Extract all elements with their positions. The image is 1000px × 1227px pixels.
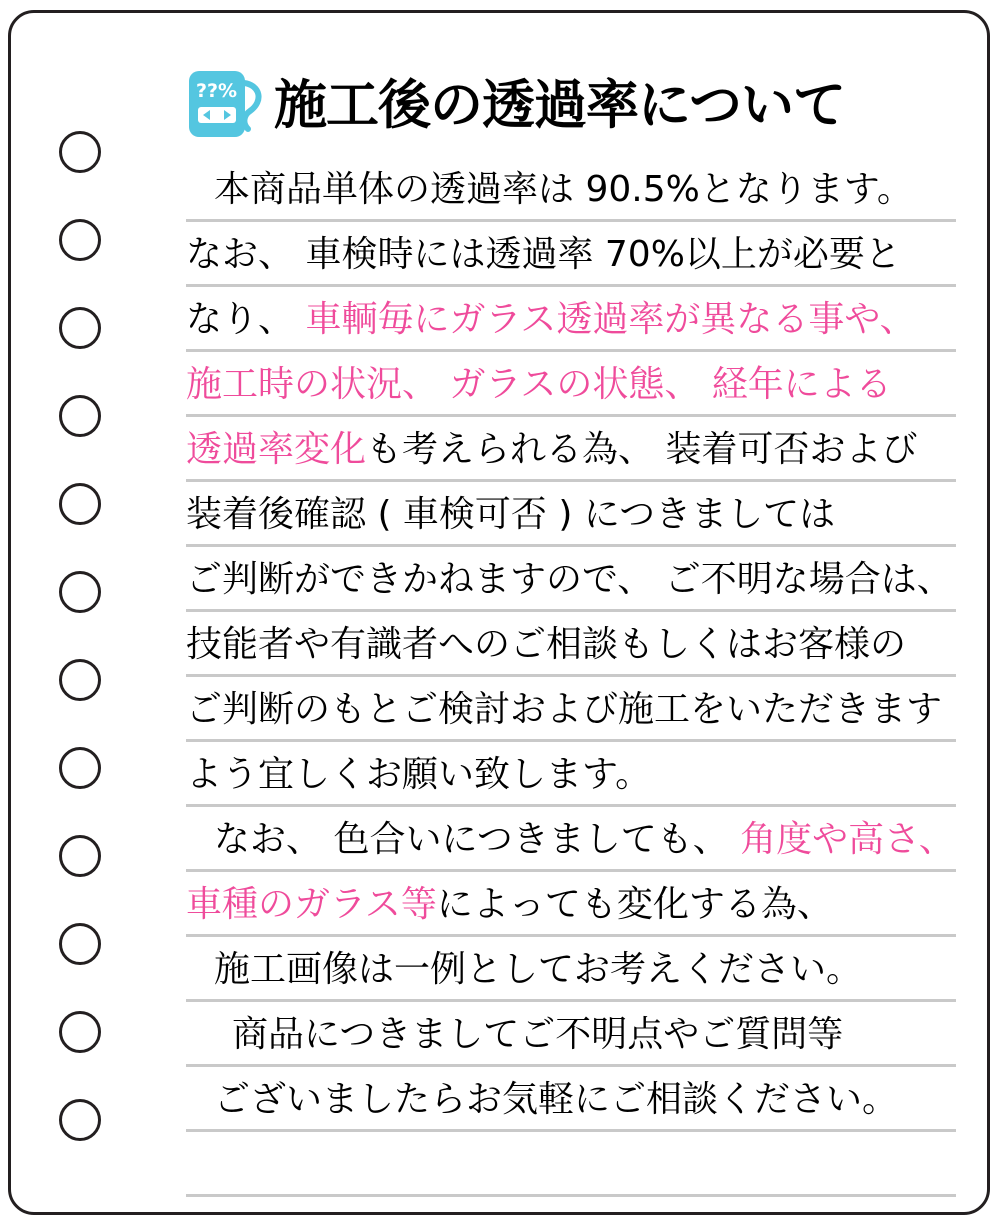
text-line xyxy=(186,1002,956,1067)
punch-hole xyxy=(59,747,101,789)
punch-hole xyxy=(59,307,101,349)
line-text xyxy=(186,421,917,472)
line-text xyxy=(214,1071,898,1122)
punch-hole xyxy=(59,1011,101,1053)
punch-hole xyxy=(59,483,101,525)
line-text xyxy=(232,1006,843,1057)
punch-hole xyxy=(59,923,101,965)
text-line xyxy=(186,872,956,937)
text-line xyxy=(186,742,956,807)
ruled-text-body xyxy=(186,157,956,1197)
line-text xyxy=(186,486,835,537)
text-line xyxy=(186,482,956,547)
punch-hole xyxy=(59,395,101,437)
highlight-text: 車種のガラス等 xyxy=(186,884,437,925)
body-text: 技能者や有識者へのご相談もしくはお客様の xyxy=(186,624,907,665)
body-text: なお、 色合いにつきましても、 xyxy=(214,819,741,860)
highlight-text: 施工時の状況、 ガラスの状態、 経年による xyxy=(186,364,892,405)
line-text xyxy=(186,356,892,407)
body-text: も考えられる為、 装着可否および xyxy=(366,429,918,470)
body-text: によっても変化する為、 xyxy=(436,884,833,925)
page-title: 施工後の透過率について xyxy=(274,74,845,136)
body-text: なお、 車検時には透過率 70%以上が必要と xyxy=(186,234,901,275)
line-text xyxy=(214,941,862,992)
punch-hole xyxy=(59,219,101,261)
body-text: なり、 xyxy=(186,299,306,340)
punch-hole xyxy=(59,131,101,173)
body-text: ご判断ができかねますので、 ご不明な場合は、 xyxy=(186,559,953,600)
text-line xyxy=(186,222,956,287)
line-text xyxy=(186,616,906,667)
highlight-text: 透過率変化 xyxy=(186,429,367,470)
punch-hole xyxy=(59,659,101,701)
svg-text:??%: ??% xyxy=(196,80,238,102)
line-text xyxy=(214,811,955,862)
line-text xyxy=(186,746,651,797)
text-line xyxy=(186,417,956,482)
punch-hole-column xyxy=(45,131,115,1141)
body-text: 施工画像は一例としてお考えください。 xyxy=(214,949,863,990)
text-line xyxy=(186,937,956,1002)
punch-hole xyxy=(59,1099,101,1141)
text-line xyxy=(186,1067,956,1132)
transmittance-meter-icon xyxy=(186,67,268,143)
line-text xyxy=(186,876,833,927)
text-line xyxy=(186,612,956,677)
body-text: 商品につきましてご不明点やご質問等 xyxy=(232,1014,844,1055)
text-line xyxy=(186,677,956,742)
body-text: ございましたらお気軽にご相談ください。 xyxy=(214,1079,899,1120)
line-text xyxy=(186,291,916,342)
document-content xyxy=(186,59,956,1179)
highlight-text: 角度や高さ、 xyxy=(740,819,955,860)
body-text: ご判断のもとご検討および施工をいただきます xyxy=(186,689,943,730)
body-text: よう宜しくお願い致します。 xyxy=(186,754,652,795)
line-text xyxy=(214,161,913,212)
document-header xyxy=(186,59,956,151)
line-text xyxy=(186,551,953,602)
line-text xyxy=(186,681,942,732)
text-line xyxy=(186,352,956,417)
text-line xyxy=(186,157,956,222)
notepad-sheet xyxy=(8,10,990,1215)
text-line xyxy=(186,287,956,352)
text-line xyxy=(186,547,956,612)
punch-hole xyxy=(59,835,101,877)
text-line xyxy=(186,1132,956,1197)
body-text: 装着後確認 ( 車検可否 ) につきましては xyxy=(186,494,836,535)
highlight-text: 車輌毎にガラス透過率が異なる事や、 xyxy=(305,299,916,340)
body-text: 本商品単体の透過率は 90.5%となります。 xyxy=(214,169,913,210)
punch-hole xyxy=(59,571,101,613)
text-line xyxy=(186,807,956,872)
line-text xyxy=(186,226,901,277)
